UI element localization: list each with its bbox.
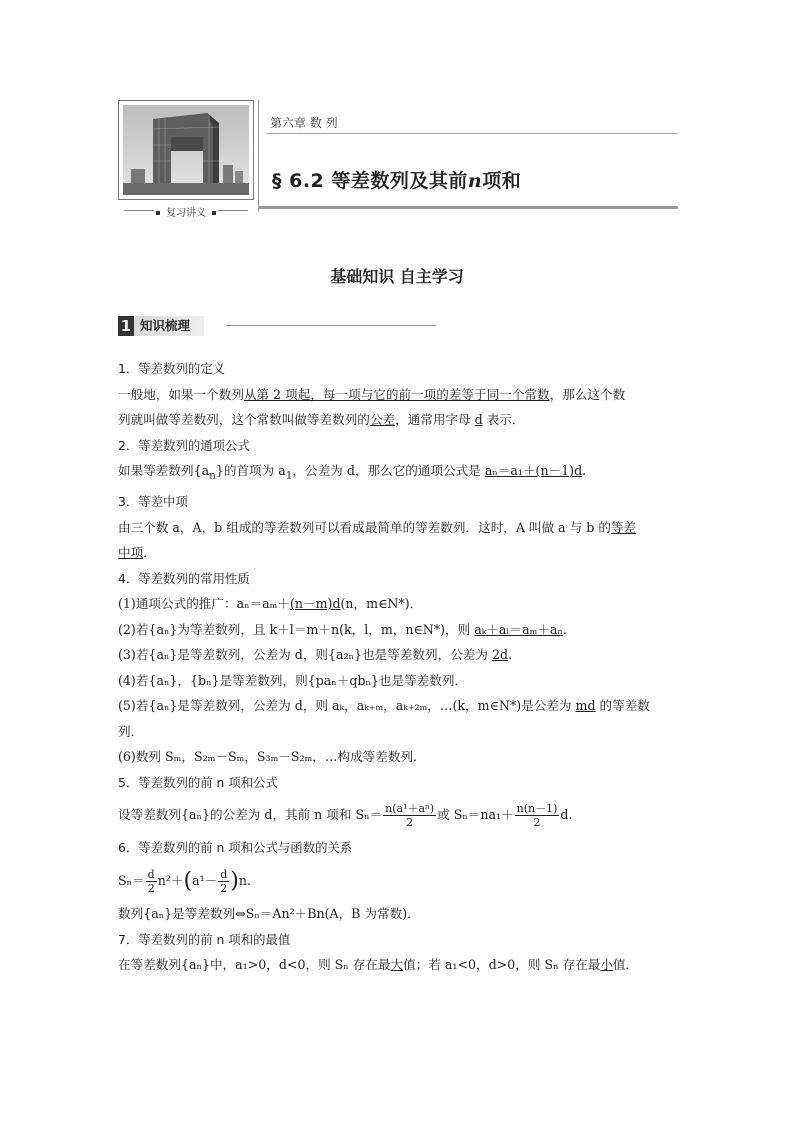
text: 设等差数列{aₙ}的公差为 d，其前 n 项和 Sₙ＝ [118, 807, 383, 823]
text: ，公差为 d，那么它的通项公式是 [292, 463, 485, 478]
numerator: d [220, 867, 228, 881]
paragraph [118, 407, 678, 433]
underlined-answer: (n－m)d [289, 596, 341, 612]
caption-text: 复习讲义 [166, 208, 206, 219]
text: (1)通项公式的推广：aₙ＝aₘ＋ [118, 596, 290, 612]
text: 值；若 a₁<0，d>0，则 Sₙ 存在最 [403, 957, 601, 973]
text: ． [143, 545, 156, 561]
underlined-answer: 从第 2 项起，每一项与它的前一项的差等于同一个常数 [243, 386, 550, 402]
numerator: d [147, 867, 155, 881]
text: ，通常用字母 [395, 412, 475, 427]
paragraph [118, 642, 678, 668]
underlined-answer: 2d [491, 647, 509, 663]
paragraph [118, 515, 678, 541]
underlined-answer: d [474, 412, 483, 427]
badge-label: 知识梳理 [134, 316, 204, 336]
building-photo [123, 105, 249, 195]
text: }的首项为 a [215, 463, 286, 478]
paragraph [118, 382, 678, 408]
denominator: 2 [220, 881, 228, 895]
fraction [218, 868, 229, 895]
text: Sₙ＝ [118, 872, 145, 888]
right-paren: ) [230, 868, 239, 894]
text: 如果等差数列{a [118, 463, 210, 478]
underlined-answer: aₙ＝a₁＋(n－1)d [484, 463, 583, 478]
section-title-prefix: § 6.2 等差数列及其前 [272, 170, 468, 192]
underlined-answer: 中项 [118, 545, 144, 561]
denominator: 2 [533, 816, 541, 830]
item-heading: 3．等差中项 [118, 494, 188, 510]
left-paren: ( [183, 868, 193, 894]
text: 列就叫做等差数列，这个常数叫做等差数列的 [118, 412, 370, 427]
photo-frame [118, 100, 254, 200]
paragraph: 数列{aₙ}是等差数列⇔Sₙ＝An²＋Bn(A，B 为常数)． [118, 906, 420, 922]
paragraph: (6)数列 Sₘ，S₂ₘ－Sₘ，S₃ₘ－S₂ₘ，…构成等差数列． [118, 749, 426, 765]
divider [258, 206, 678, 209]
paragraph [118, 952, 678, 978]
text: ，那么这个数 [549, 386, 626, 402]
section-title-suffix: 项和 [482, 170, 522, 192]
knowledge-badge [118, 316, 204, 336]
chapter-label: 第六章 数 列 [270, 116, 338, 130]
text: 在等差数列{aₙ}中，a₁>0，d<0，则 Sₙ 存在最 [118, 957, 391, 973]
denominator: 2 [147, 881, 155, 895]
text: 由三个数 a，A，b 组成的等差数列可以看成最简单的等差数列．这时，A 叫做 a 与 b 的 [118, 519, 611, 535]
divider [226, 325, 436, 326]
denominator: 2 [406, 816, 414, 830]
underlined-answer: 等差 [610, 519, 637, 535]
text: (n，m∈N*)． [340, 596, 423, 612]
formula-line [118, 795, 678, 835]
badge-number: 1 [118, 316, 134, 336]
subscript: 1 [285, 469, 293, 482]
bullet-icon [156, 211, 160, 215]
paragraph [118, 591, 678, 617]
underlined-answer: md [575, 698, 596, 714]
text: 值． [612, 957, 639, 973]
section-title [272, 166, 521, 193]
divider [258, 100, 259, 212]
item-heading: 5．等差数列的前 n 项和公式 [118, 774, 278, 790]
text: n²＋ [157, 872, 184, 888]
text: (3)若{aₙ}是等差数列，公差为 d，则{a₂ₙ}也是等差数列，公差为 [118, 647, 492, 663]
paragraph: 列． [118, 723, 144, 739]
bullet-icon [212, 211, 216, 215]
section-title-var: n [467, 170, 483, 192]
underlined-answer: aₖ＋aₗ＝aₘ＋aₙ [474, 621, 563, 637]
text: . [582, 463, 587, 478]
item-heading: 2．等差数列的通项公式 [118, 437, 250, 453]
divider [266, 133, 678, 134]
text: d. [560, 807, 573, 823]
item-heading: 1．等差数列的定义 [118, 361, 226, 376]
text: a¹－ [192, 872, 218, 888]
underlined-answer: 小 [600, 957, 613, 973]
item-heading: 4．等差数列的常用性质 [118, 570, 250, 586]
fraction [383, 802, 436, 829]
paragraph [118, 693, 678, 719]
text: 或 Sₙ＝na₁＋ [437, 807, 514, 823]
part-heading: 基础知识 自主学习 [330, 267, 464, 286]
subscript: n [209, 469, 216, 482]
header [118, 100, 678, 219]
item-heading: 6．等差数列的前 n 项和公式与函数的关系 [118, 840, 353, 856]
text: . [562, 621, 567, 637]
formula-line [118, 861, 678, 902]
fraction [146, 868, 157, 895]
underlined-answer: 公差 [369, 412, 396, 427]
text: (5)若{aₙ}是等差数列，公差为 d，则 aₖ，aₖ₊ₘ，aₖ₊₂ₘ，…(k，m∈N*)是公差为 [118, 698, 576, 714]
review-caption [118, 204, 254, 219]
text: 表示． [482, 412, 525, 427]
numerator: n(n－1) [516, 802, 558, 816]
paragraph: (4)若{aₙ}，{bₙ}是等差数列，则{paₙ＋qbₙ}也是等差数列． [118, 672, 468, 688]
text: 的等差数 [595, 698, 650, 714]
paragraph [118, 540, 678, 566]
fraction [515, 802, 560, 829]
numerator: n(a¹＋aⁿ) [385, 802, 435, 816]
paragraph [118, 458, 678, 489]
underlined-answer: 大 [390, 957, 404, 973]
text: 一般地，如果一个数列 [118, 386, 244, 402]
text: n. [238, 872, 251, 888]
text: (2)若{aₙ}为等差数列，且 k＋l＝m＋n(k，l，m，n∈N*)，则 [118, 621, 475, 637]
text: . [508, 647, 513, 663]
paragraph [118, 617, 678, 643]
item-heading: 7．等差数列的前 n 项和的最值 [118, 931, 291, 947]
content-body [118, 356, 678, 978]
